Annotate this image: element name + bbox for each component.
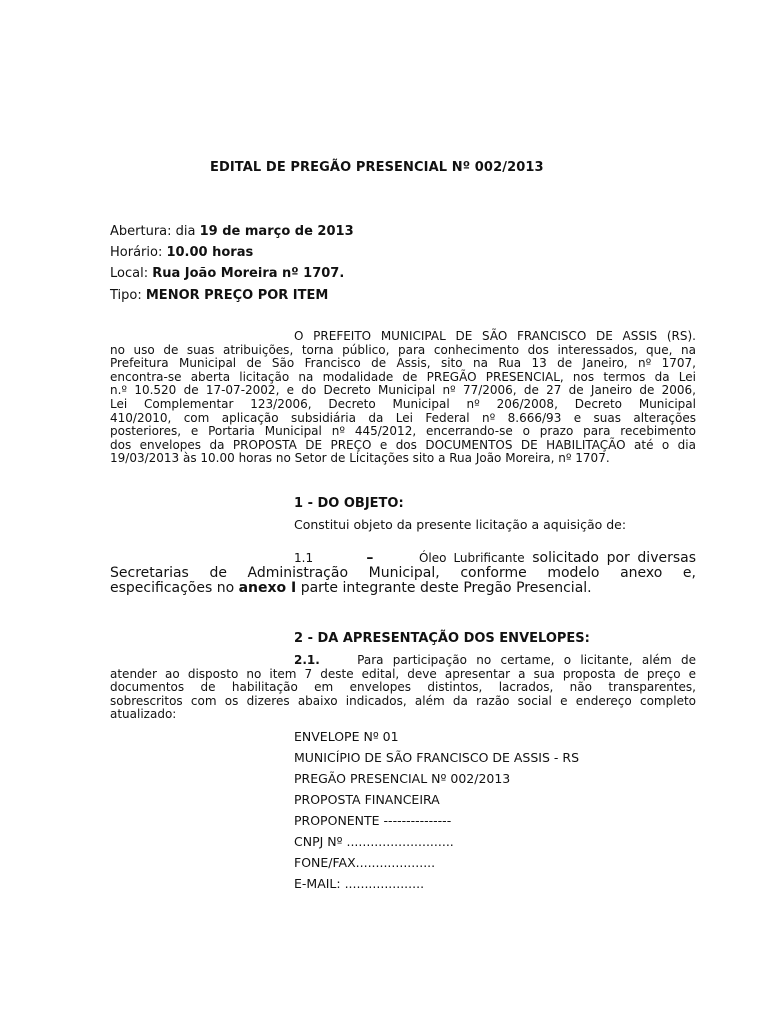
intro-line: 410/2010, com aplicação subsidiária da Lei Federal nº 8.666/93 e suas alterações [110,410,696,425]
section1-item [110,551,696,596]
section2-line: atualizado: [110,707,177,722]
section2-line: documentos de habilitação em envelopes distintos, lacrados, não transparentes, [110,680,696,695]
intro-line: dos envelopes da PROPOSTA DE PREÇO e dos DOCUMENTOS DE HABILITAÇÃO até o dia [110,437,696,452]
envelope-line: PREGÃO PRESENCIAL Nº 002/2013 [294,771,511,786]
tipo-label: Tipo: [110,288,146,303]
tipo-value: MENOR PREÇO POR ITEM [145,288,329,303]
item-line-3 [110,581,696,596]
abertura-line [110,224,354,239]
item-line-1 [110,551,696,566]
local-line [110,266,344,281]
section2-first-rest: Para participação no certame, o licitante, além de [357,653,696,667]
item-line3-pre: especificações no [110,580,239,596]
envelope-line: FONE/FAX.................... [294,855,436,870]
intro-line: O PREFEITO MUNICIPAL DE SÃO FRANCISCO DE ASSIS (RS). [294,329,696,343]
item-dash: – [366,550,374,566]
intro-line: Prefeitura Municipal de São Francisco de Assis, sito na Rua 13 de Janeiro, nº 1707, [110,356,696,371]
document-title: EDITAL DE PREGÃO PRESENCIAL Nº 002/2013 [210,160,544,175]
envelope-line: MUNICÍPIO DE SÃO FRANCISCO DE ASSIS - RS [294,750,580,765]
intro-line: encontra-se aberta licitação na modalidade de PREGÃO PRESENCIAL, nos termos da Lei [110,369,696,384]
abertura-value: 19 de março de 2013 [199,224,354,239]
section1-text: Constitui objeto da presente licitação a aquisição de: [294,517,627,532]
local-value: Rua João Moreira nº 1707. [152,266,345,281]
section2-number: 2.1. [294,653,320,667]
item-rest: solicitado por diversas [524,550,697,566]
local-label: Local: [110,266,153,281]
item-product: Óleo Lubrificante [418,551,525,565]
item-line3-post: parte integrante deste Pregão Presencial. [296,580,592,596]
envelope-line: ENVELOPE Nº 01 [294,729,399,744]
intro-line: 19/03/2013 às 10.00 horas no Setor de Licitações sito a Rua João Moreira, nº 1707. [110,451,610,466]
intro-paragraph [110,330,696,466]
intro-line: posteriores, e Portaria Municipal nº 445/2012, encerrando-se o prazo para recebimento [110,424,696,439]
horario-value: 10.00 horas [166,245,254,260]
item-line3-bold: anexo I [238,580,297,596]
envelope-line: CNPJ Nº ........................... [294,834,454,849]
envelope-line: PROPOSTA FINANCEIRA [294,792,440,807]
section2-paragraph [110,654,696,722]
tipo-line [110,288,328,303]
section2-heading: 2 - DA APRESENTAÇÃO DOS ENVELOPES: [294,631,590,646]
intro-line: Lei Complementar 123/2006, Decreto Municipal nº 206/2008, Decreto Municipal [110,396,696,411]
item-line-2: Secretarias de Administração Municipal, conforme modelo anexo e, [110,565,696,581]
horario-line [110,245,253,260]
envelope-line: E-MAIL: .................... [294,876,425,891]
section2-line: atender ao disposto no item 7 deste edital, deve apresentar a sua proposta de preço e [110,666,696,681]
section2-first-line [110,654,696,668]
item-number: 1.1 [294,551,314,565]
horario-label: Horário: [110,245,167,260]
section1-heading: 1 - DO OBJETO: [294,496,404,511]
abertura-label: Abertura: dia [110,224,200,239]
intro-line: no uso de suas atribuições, torna público, para conhecimento dos interessados, que, na [110,342,696,357]
intro-line: n.º 10.520 de 17-07-2002, e do Decreto Municipal nº 77/2006, de 27 de Janeiro de 2006, [110,383,696,398]
envelope-line: PROPONENTE --------------- [294,813,452,828]
section2-line: sobrescritos com os dizeres abaixo indicados, além da razão social e endereço completo [110,693,696,708]
